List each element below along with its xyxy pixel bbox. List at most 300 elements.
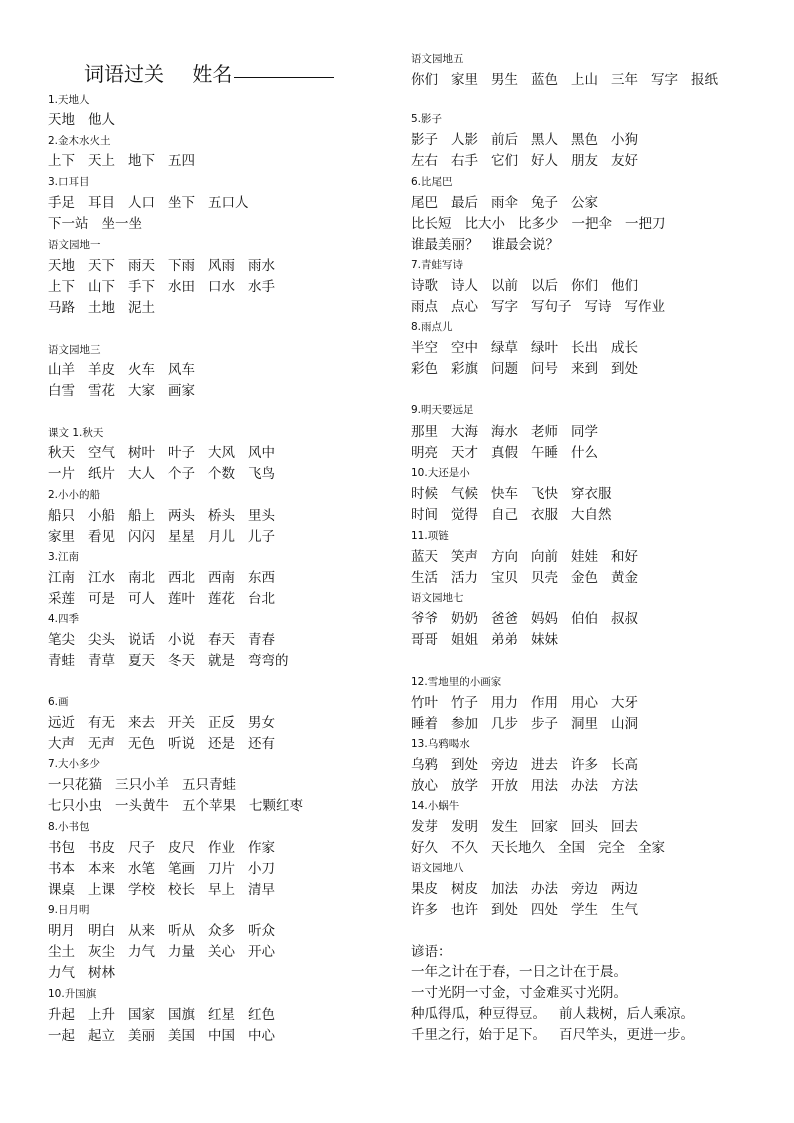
word-row <box>48 385 195 399</box>
section-heading: 4.四季 <box>48 613 80 625</box>
vocab-word: 皮尺 <box>168 840 195 856</box>
vocab-word: 衣服 <box>531 507 558 523</box>
vocab-word: 快车 <box>491 486 518 502</box>
vocab-word: 彩旗 <box>451 361 478 377</box>
vocab-word: 羊皮 <box>88 362 115 378</box>
vocab-word: 许多 <box>571 757 598 773</box>
vocab-word: 觉得 <box>451 507 478 523</box>
vocab-word: 一把伞 <box>571 216 612 232</box>
word-row <box>411 1008 694 1022</box>
vocab-word: 黑人 <box>531 132 558 148</box>
vocab-word: 作用 <box>531 695 558 711</box>
vocab-word: 作业 <box>208 840 235 856</box>
vocab-word: 手足 <box>48 195 75 211</box>
vocab-word: 用力 <box>491 695 518 711</box>
vocab-word: 笔尖 <box>48 632 75 648</box>
word-row <box>411 904 638 918</box>
vocab-word: 全国 <box>558 840 585 856</box>
vocab-word: 一起 <box>48 1028 75 1044</box>
word-row <box>411 759 638 773</box>
vocab-word: 大声 <box>48 736 75 752</box>
word-row <box>411 280 638 294</box>
vocab-word: 一寸光阴一寸金，寸金难买寸光阴。 <box>411 985 627 1001</box>
vocab-word: 成长 <box>611 340 638 356</box>
vocab-word: 看见 <box>88 529 115 545</box>
vocab-word: 还有 <box>248 736 275 752</box>
section-heading: 10.大还是小 <box>411 467 470 479</box>
vocab-word: 到处 <box>611 361 638 377</box>
vocab-word: 美丽 <box>128 1028 155 1044</box>
vocab-word: 明亮 <box>411 445 438 461</box>
vocab-word: 尺子 <box>128 840 155 856</box>
section-heading: 语文园地三 <box>48 344 101 356</box>
section-heading: 2.小小的船 <box>48 489 101 501</box>
vocab-word: 青草 <box>88 653 115 669</box>
vocab-word: 可人 <box>128 591 155 607</box>
vocab-word: 明月 <box>48 923 75 939</box>
vocab-word: 雨点 <box>411 299 438 315</box>
vocab-word: 黄金 <box>611 570 638 586</box>
vocab-word: 气候 <box>451 486 478 502</box>
vocab-word: 弯弯的 <box>248 653 289 669</box>
vocab-word: 青蛙 <box>48 653 75 669</box>
vocab-word: 写字 <box>491 299 518 315</box>
vocab-word: 听从 <box>168 923 195 939</box>
vocab-word: 耳目 <box>88 195 115 211</box>
vocab-word: 右手 <box>451 153 478 169</box>
vocab-word: 几步 <box>491 716 518 732</box>
vocab-word: 开关 <box>168 715 195 731</box>
vocab-word: 冬天 <box>168 653 195 669</box>
vocab-word: 朋友 <box>571 153 598 169</box>
vocab-word: 上课 <box>88 882 115 898</box>
vocab-word: 时候 <box>411 486 438 502</box>
vocab-word: 放心 <box>411 778 438 794</box>
vocab-word: 秋天 <box>48 445 75 461</box>
vocab-word: 春天 <box>208 632 235 648</box>
vocab-word: 放学 <box>451 778 478 794</box>
vocab-word: 个子 <box>168 466 195 482</box>
vocab-word: 下雨 <box>168 258 195 274</box>
word-row <box>411 1029 694 1043</box>
vocab-word: 上山 <box>571 72 598 88</box>
vocab-word: 下一站 <box>48 216 89 232</box>
word-row <box>48 738 275 752</box>
vocab-word: 七只小虫 <box>48 798 102 814</box>
section-heading: 语文园地八 <box>411 862 464 874</box>
word-row <box>411 447 598 461</box>
word-row <box>411 572 638 586</box>
vocab-word: 娃娃 <box>571 549 598 565</box>
vocab-word: 纸片 <box>88 466 115 482</box>
vocab-word: 五四 <box>168 153 195 169</box>
vocab-word: 夏天 <box>128 653 155 669</box>
vocab-word: 千里之行，始于足下。 <box>411 1027 546 1043</box>
section-heading: 3.江南 <box>48 551 80 563</box>
vocab-word: 旁边 <box>571 881 598 897</box>
vocab-word: 火车 <box>128 362 155 378</box>
word-row <box>411 74 718 88</box>
vocab-word: 画家 <box>168 383 195 399</box>
vocab-word: 水田 <box>168 279 195 295</box>
vocab-word: 清早 <box>248 882 275 898</box>
section-heading: 1.天地人 <box>48 94 90 106</box>
vocab-word: 海水 <box>491 424 518 440</box>
vocab-word: 无色 <box>128 736 155 752</box>
vocab-word: 五只青蛙 <box>182 777 236 793</box>
vocab-word: 写句子 <box>531 299 572 315</box>
vocab-word: 手下 <box>128 279 155 295</box>
word-row <box>48 364 195 378</box>
vocab-word: 大风 <box>208 445 235 461</box>
word-row <box>411 780 638 794</box>
vocab-word: 妈妈 <box>531 611 558 627</box>
word-row <box>48 510 275 524</box>
vocab-word: 前人栽树，后人乘凉。 <box>559 1006 694 1022</box>
section-heading: 11.项链 <box>411 530 449 542</box>
vocab-word: 开心 <box>248 944 275 960</box>
vocab-word: 人口 <box>128 195 155 211</box>
vocab-word: 正反 <box>208 715 235 731</box>
vocab-word: 听众 <box>248 923 275 939</box>
vocab-word: 回去 <box>611 819 638 835</box>
word-row <box>48 655 289 669</box>
vocab-word: 他人 <box>88 112 115 128</box>
vocab-word: 长出 <box>571 340 598 356</box>
vocab-word: 写字 <box>651 72 678 88</box>
vocab-word: 谁最美丽？ <box>411 237 479 253</box>
vocab-word: 比大小 <box>464 216 505 232</box>
name-blank-line[interactable] <box>234 77 334 78</box>
vocab-word: 人影 <box>451 132 478 148</box>
vocab-word: 到处 <box>451 757 478 773</box>
vocab-word: 大家 <box>128 383 155 399</box>
word-row <box>411 634 558 648</box>
vocab-word: 西北 <box>168 570 195 586</box>
vocab-word: 空中 <box>451 340 478 356</box>
name-label: 姓名 <box>192 62 233 86</box>
word-row <box>411 155 638 169</box>
vocab-word: 天地 <box>48 112 75 128</box>
word-row <box>411 821 638 835</box>
vocab-word: 以前 <box>491 278 518 294</box>
vocab-word: 好人 <box>531 153 558 169</box>
vocab-word: 叶子 <box>168 445 195 461</box>
vocab-word: 妹妹 <box>531 632 558 648</box>
word-row <box>411 842 665 856</box>
vocab-word: 蓝天 <box>411 549 438 565</box>
vocab-word: 问号 <box>531 361 558 377</box>
vocab-word: 天才 <box>451 445 478 461</box>
vocab-word: 坐一坐 <box>101 216 142 232</box>
vocab-word: 绿叶 <box>531 340 558 356</box>
vocab-word: 上升 <box>88 1007 115 1023</box>
section-heading: 语文园地七 <box>411 592 464 604</box>
word-row <box>411 197 598 211</box>
vocab-word: 采莲 <box>48 591 75 607</box>
vocab-word: 力量 <box>168 944 195 960</box>
vocab-word: 也许 <box>451 902 478 918</box>
vocab-word: 七颗红枣 <box>249 798 303 814</box>
page-title <box>84 58 334 87</box>
vocab-word: 众多 <box>208 923 235 939</box>
word-row <box>48 800 303 814</box>
vocab-word: 乌鸦 <box>411 757 438 773</box>
vocab-word: 尾巴 <box>411 195 438 211</box>
vocab-word: 小船 <box>88 508 115 524</box>
vocab-word: 方法 <box>611 778 638 794</box>
vocab-word: 弟弟 <box>491 632 518 648</box>
vocab-word: 许多 <box>411 902 438 918</box>
word-row <box>411 987 627 1001</box>
word-row <box>411 239 559 253</box>
vocab-word: 同学 <box>571 424 598 440</box>
vocab-word: 全家 <box>638 840 665 856</box>
vocab-word: 明白 <box>88 923 115 939</box>
vocab-word: 船上 <box>128 508 155 524</box>
vocab-word: 穿衣服 <box>571 486 612 502</box>
vocab-word: 树林 <box>88 965 115 981</box>
vocab-word: 百尺竿头，更进一步。 <box>559 1027 694 1043</box>
vocab-word: 土地 <box>88 300 115 316</box>
section-heading: 6.比尾巴 <box>411 176 453 188</box>
vocab-word: 你们 <box>411 72 438 88</box>
vocab-word: 用心 <box>571 695 598 711</box>
vocab-word: 就是 <box>208 653 235 669</box>
section-heading: 7.青蛙写诗 <box>411 259 464 271</box>
word-row <box>48 884 275 898</box>
section-heading: 13.乌鸦喝水 <box>411 738 470 750</box>
word-row <box>48 779 236 793</box>
vocab-word: 中心 <box>248 1028 275 1044</box>
vocab-word: 他们 <box>611 278 638 294</box>
section-heading: 6.画 <box>48 696 69 708</box>
vocab-word: 小狗 <box>611 132 638 148</box>
vocab-word: 学校 <box>128 882 155 898</box>
vocab-word: 飞快 <box>531 486 558 502</box>
vocab-word: 红星 <box>208 1007 235 1023</box>
vocab-word: 来去 <box>128 715 155 731</box>
vocab-word: 雪花 <box>88 383 115 399</box>
vocab-word: 那里 <box>411 424 438 440</box>
vocab-word: 天下 <box>88 258 115 274</box>
vocab-word: 起立 <box>88 1028 115 1044</box>
vocab-word: 树叶 <box>128 445 155 461</box>
vocab-word: 尘土 <box>48 944 75 960</box>
vocab-word: 四处 <box>531 902 558 918</box>
vocab-word: 风雨 <box>208 258 235 274</box>
vocab-word: 问题 <box>491 361 518 377</box>
vocab-word: 什么 <box>571 445 598 461</box>
section-heading: 3.口耳目 <box>48 176 90 188</box>
vocab-word: 美国 <box>168 1028 195 1044</box>
section-heading: 12.雪地里的小画家 <box>411 676 502 688</box>
vocab-word: 向前 <box>531 549 558 565</box>
vocab-word: 哥哥 <box>411 632 438 648</box>
vocab-word: 台北 <box>248 591 275 607</box>
word-row <box>48 197 249 211</box>
vocab-word: 自己 <box>491 507 518 523</box>
vocab-word: 一年之计在于春，一日之计在于晨。 <box>411 964 627 980</box>
vocab-word: 莲花 <box>208 591 235 607</box>
word-row <box>411 551 638 565</box>
word-row <box>411 488 612 502</box>
vocab-word: 爸爸 <box>491 611 518 627</box>
vocab-word: 山下 <box>88 279 115 295</box>
vocab-word: 尖头 <box>88 632 115 648</box>
vocab-word: 学生 <box>571 902 598 918</box>
word-row <box>48 946 275 960</box>
word-row <box>48 842 275 856</box>
vocab-word: 回头 <box>571 819 598 835</box>
vocab-word: 一头黄牛 <box>115 798 169 814</box>
vocab-word: 五个苹果 <box>182 798 236 814</box>
vocab-word: 公家 <box>571 195 598 211</box>
vocab-word: 好久 <box>411 840 438 856</box>
vocab-word: 国旗 <box>168 1007 195 1023</box>
vocab-word: 江水 <box>88 570 115 586</box>
vocab-word: 远近 <box>48 715 75 731</box>
word-row <box>48 302 155 316</box>
vocab-word: 东西 <box>248 570 275 586</box>
vocab-word: 大人 <box>128 466 155 482</box>
vocab-word: 竹子 <box>451 695 478 711</box>
section-heading: 语文园地一 <box>48 239 101 251</box>
vocab-word: 力气 <box>128 944 155 960</box>
vocab-word: 来到 <box>571 361 598 377</box>
vocab-word: 风中 <box>248 445 275 461</box>
vocab-word: 黑色 <box>571 132 598 148</box>
vocab-word: 写诗 <box>584 299 612 315</box>
vocab-word: 长高 <box>611 757 638 773</box>
vocab-word: 大牙 <box>611 695 638 711</box>
word-row <box>411 718 638 732</box>
vocab-word: 书包 <box>48 840 75 856</box>
vocab-word: 写作业 <box>624 299 665 315</box>
vocab-word: 三只小羊 <box>115 777 169 793</box>
vocab-word: 大海 <box>451 424 478 440</box>
word-row <box>48 447 275 461</box>
vocab-word: 午睡 <box>531 445 558 461</box>
vocab-word: 校长 <box>168 882 195 898</box>
vocab-word: 加法 <box>491 881 518 897</box>
vocab-word: 江南 <box>48 570 75 586</box>
vocab-word: 课桌 <box>48 882 75 898</box>
word-row <box>411 946 452 960</box>
section-heading: 课文 1.秋天 <box>48 427 104 439</box>
vocab-word: 发生 <box>491 819 518 835</box>
vocab-word: 前后 <box>491 132 518 148</box>
vocab-word: 到处 <box>491 902 518 918</box>
vocab-word: 坐下 <box>168 195 195 211</box>
vocab-word: 它们 <box>491 153 518 169</box>
section-heading: 8.雨点儿 <box>411 321 453 333</box>
vocab-word: 左右 <box>411 153 438 169</box>
vocab-word: 办法 <box>531 881 558 897</box>
vocab-word: 飞鸟 <box>248 466 275 482</box>
word-row <box>411 883 638 897</box>
vocab-word: 力气 <box>48 965 75 981</box>
section-heading: 7.大小多少 <box>48 758 101 770</box>
vocab-word: 雨伞 <box>491 195 518 211</box>
word-row <box>48 634 275 648</box>
vocab-word: 男生 <box>491 72 518 88</box>
vocab-word: 种瓜得瓜，种豆得豆。 <box>411 1006 546 1022</box>
vocab-word: 你们 <box>571 278 598 294</box>
vocab-word: 伯伯 <box>571 611 598 627</box>
vocab-word: 参加 <box>451 716 478 732</box>
vocab-word: 无声 <box>88 736 115 752</box>
vocab-word: 时间 <box>411 507 438 523</box>
vocab-word: 彩色 <box>411 361 438 377</box>
vocab-word: 船只 <box>48 508 75 524</box>
vocab-word: 真假 <box>491 445 518 461</box>
vocab-word: 风车 <box>168 362 195 378</box>
vocab-word: 不久 <box>451 840 478 856</box>
vocab-word: 一把刀 <box>625 216 666 232</box>
vocab-word: 山洞 <box>611 716 638 732</box>
vocab-word: 笔画 <box>168 861 195 877</box>
vocab-word: 以后 <box>531 278 558 294</box>
vocab-word: 发芽 <box>411 819 438 835</box>
vocab-word: 发明 <box>451 819 478 835</box>
vocab-word: 小刀 <box>248 861 275 877</box>
vocab-word: 天上 <box>88 153 115 169</box>
vocab-word: 水手 <box>248 279 275 295</box>
vocab-word: 比多少 <box>518 216 559 232</box>
vocab-word: 书皮 <box>88 840 115 856</box>
vocab-word: 还是 <box>208 736 235 752</box>
vocab-word: 五口人 <box>208 195 249 211</box>
word-row <box>48 155 195 169</box>
section-heading: 9.明天要远足 <box>411 404 474 416</box>
vocab-word: 关心 <box>208 944 235 960</box>
vocab-word: 莲叶 <box>168 591 195 607</box>
word-row <box>411 363 638 377</box>
vocab-word: 开放 <box>491 778 518 794</box>
vocab-word: 贝壳 <box>531 570 558 586</box>
vocab-word: 半空 <box>411 340 438 356</box>
vocab-word: 上下 <box>48 279 75 295</box>
vocab-word: 竹叶 <box>411 695 438 711</box>
section-heading: 10.升国旗 <box>48 988 97 1000</box>
vocab-word: 绿草 <box>491 340 518 356</box>
word-row <box>411 301 665 315</box>
vocab-word: 本来 <box>88 861 115 877</box>
vocab-word: 家里 <box>451 72 478 88</box>
vocab-word: 谁最会说？ <box>491 237 559 253</box>
word-row <box>48 717 275 731</box>
word-row <box>48 114 115 128</box>
vocab-word: 生活 <box>411 570 438 586</box>
vocab-word: 地下 <box>128 153 155 169</box>
vocab-word: 金色 <box>571 570 598 586</box>
vocab-word: 儿子 <box>248 529 275 545</box>
vocab-word: 影子 <box>411 132 438 148</box>
vocab-word: 步子 <box>531 716 558 732</box>
vocab-word: 国家 <box>128 1007 155 1023</box>
vocab-word: 用法 <box>531 778 558 794</box>
word-row <box>48 1030 275 1044</box>
vocab-word: 友好 <box>611 153 638 169</box>
word-row <box>411 613 638 627</box>
vocab-word: 有无 <box>88 715 115 731</box>
vocab-word: 一只花猫 <box>48 777 102 793</box>
word-row <box>48 1009 275 1023</box>
section-heading: 5.影子 <box>411 113 443 125</box>
vocab-word: 天长地久 <box>491 840 545 856</box>
vocab-word: 一片 <box>48 466 75 482</box>
